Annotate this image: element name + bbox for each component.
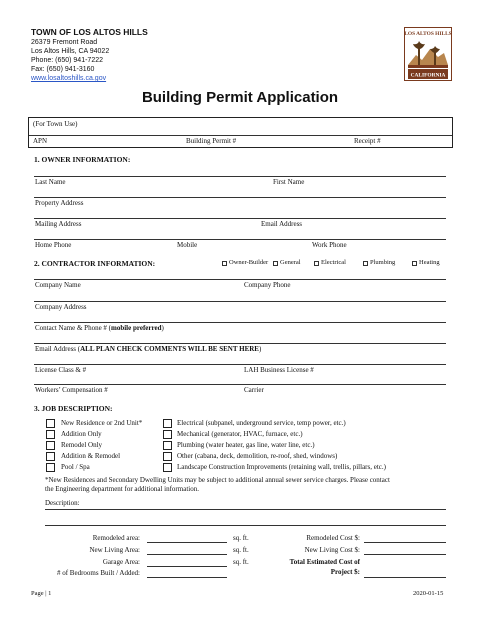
company-name-label: Company Name [35, 281, 81, 289]
bedrooms-field[interactable] [147, 577, 227, 578]
owner-line-1 [34, 176, 446, 177]
contractor-line-1 [34, 279, 446, 280]
receipt-label: Receipt # [354, 137, 381, 145]
plumbing-work-checkbox[interactable] [163, 441, 172, 450]
page-title: Building Permit Application [141, 89, 339, 106]
new-living-cost-label: New Living Cost $: [304, 546, 360, 554]
total-cost-label-line1: Total Estimated Cost of [289, 558, 360, 566]
new-living-area-field[interactable] [147, 554, 227, 555]
contractor-email-prefix: Email Address ( [35, 345, 81, 353]
total-cost-field[interactable] [364, 577, 446, 578]
company-phone-label: Company Phone [244, 281, 291, 289]
mechanical-work-label: Mechanical (generator, HVAC, furnace, etc.) [177, 430, 303, 438]
contact-name-suffix: ) [161, 324, 164, 332]
town-website-link[interactable]: www.losaltoshills.ca.gov [31, 75, 107, 82]
remodeled-area-unit: sq. ft. [233, 534, 249, 542]
owner-section-heading: 1. OWNER INFORMATION: [34, 155, 131, 164]
mailing-address-label: Mailing Address [35, 220, 82, 228]
pool-spa-label: Pool / Spa [61, 463, 90, 471]
owner-email-label: Email Address [261, 220, 303, 228]
garage-area-field[interactable] [147, 566, 227, 567]
contractor-line-2 [34, 301, 446, 302]
addition-remodel-checkbox[interactable] [46, 452, 55, 461]
remodel-only-checkbox[interactable] [46, 441, 55, 450]
remodeled-area-label: Remodeled area: [92, 534, 140, 542]
electrical-checkbox[interactable] [314, 261, 319, 266]
mechanical-work-checkbox[interactable] [163, 430, 172, 439]
town-address-line1: 26379 Fremont Road [31, 39, 98, 46]
carrier-label: Carrier [244, 386, 264, 394]
town-use-divider [29, 135, 452, 136]
owner-builder-label: Owner-Builder [229, 259, 269, 266]
new-living-area-unit: sq. ft. [233, 546, 249, 554]
job-section-heading: 3. JOB DESCRIPTION: [34, 404, 113, 413]
contact-name-prefix: Contact Name & Phone # ( [35, 324, 112, 332]
last-name-label: Last Name [35, 178, 66, 186]
contractor-email-suffix: ) [258, 345, 262, 353]
contact-name-label [35, 324, 164, 332]
general-checkbox[interactable] [273, 261, 278, 266]
heating-checkbox[interactable] [412, 261, 417, 266]
landscape-work-label: Landscape Construction Improvements (retaining wall, trellis, pillars, etc.) [177, 463, 386, 471]
town-use-label: (For Town Use) [33, 120, 78, 128]
general-label: General [280, 259, 301, 266]
apn-label: APN [33, 137, 48, 145]
pool-spa-checkbox[interactable] [46, 463, 55, 472]
plumbing-checkbox[interactable] [363, 261, 368, 266]
new-living-cost-field[interactable] [364, 554, 446, 555]
garage-area-label: Garage Area: [102, 558, 140, 566]
owner-line-2 [34, 197, 446, 198]
lah-business-license-label: LAH Business License # [244, 366, 314, 374]
sewer-note-line2: the Engineering department for additional information. [45, 485, 199, 493]
addition-only-checkbox[interactable] [46, 430, 55, 439]
electrical-work-label: Electrical (subpanel, underground service, temp power, etc.) [177, 419, 346, 427]
town-logo [404, 27, 452, 81]
license-class-label: License Class & # [35, 366, 87, 374]
new-living-area-label: New Living Area: [89, 546, 140, 554]
town-address-line2: Los Altos Hills, CA 94022 [31, 48, 110, 55]
contractor-line-5 [34, 364, 446, 365]
contractor-line-6 [34, 384, 446, 385]
bedrooms-label: # of Bedrooms Built / Added: [56, 569, 140, 577]
electrical-work-checkbox[interactable] [163, 419, 172, 428]
heating-label: Heating [419, 259, 440, 266]
contractor-section-heading: 2. CONTRACTOR INFORMATION: [34, 259, 156, 268]
contractor-line-4 [34, 343, 446, 344]
sewer-note-line1: *New Residences and Secondary Dwelling Units may be subject to additional annual sewer service charges. Please contact [45, 476, 390, 484]
new-residence-checkbox[interactable] [46, 419, 55, 428]
town-fax: Fax: (650) 941-3160 [31, 66, 95, 73]
remodeled-cost-field[interactable] [364, 542, 446, 543]
logo-top-text: LOS ALTOS HILLS [404, 31, 452, 37]
page-number: Page | 1 [31, 590, 52, 597]
home-phone-label: Home Phone [35, 241, 72, 249]
garage-area-unit: sq. ft. [233, 558, 249, 566]
description-label: Description: [45, 499, 80, 507]
total-cost-label-line2: Project $: [330, 568, 360, 576]
owner-line-4 [34, 239, 446, 240]
remodeled-cost-label: Remodeled Cost $: [306, 534, 360, 542]
mobile-label: Mobile [177, 241, 198, 249]
contractor-email-emphasis: ALL PLAN CHECK COMMENTS WILL BE SENT HERE [80, 345, 259, 353]
logo-bottom-text: CALIFORNIA [410, 72, 446, 79]
electrical-label: Electrical [321, 259, 346, 266]
landscape-work-checkbox[interactable] [163, 463, 172, 472]
other-work-checkbox[interactable] [163, 452, 172, 461]
workers-comp-label: Workers’ Compensation # [35, 386, 108, 394]
owner-line-3 [34, 218, 446, 219]
company-address-label: Company Address [35, 303, 87, 311]
revision-date: 2020-01-15 [413, 590, 444, 597]
addition-only-label: Addition Only [61, 430, 102, 438]
contractor-email-label [35, 345, 261, 353]
description-line-2[interactable] [45, 525, 446, 526]
contractor-line-3 [34, 322, 446, 323]
new-residence-label: New Residence or 2nd Unit* [61, 419, 143, 427]
description-line-1[interactable] [45, 509, 446, 510]
remodel-only-label: Remodel Only [61, 441, 103, 449]
town-logo-graphic [404, 27, 452, 81]
building-permit-label: Building Permit # [186, 137, 237, 145]
town-phone: Phone: (650) 941-7222 [31, 57, 103, 64]
addition-remodel-label: Addition & Remodel [61, 452, 121, 460]
first-name-label: First Name [273, 178, 305, 186]
property-address-label: Property Address [35, 199, 84, 207]
town-use-box [28, 117, 453, 148]
remodeled-area-field[interactable] [147, 542, 227, 543]
plumbing-work-label: Plumbing (water heater, gas line, water line, etc.) [177, 441, 315, 449]
plumbing-label: Plumbing [370, 259, 396, 266]
work-phone-label: Work Phone [312, 241, 347, 249]
owner-builder-checkbox[interactable] [222, 261, 227, 266]
other-work-label: Other (cabana, deck, demolition, re-roof, shed, windows) [177, 452, 338, 460]
contact-name-emphasis: mobile preferred [111, 324, 162, 332]
town-name: TOWN OF LOS ALTOS HILLS [31, 27, 148, 37]
